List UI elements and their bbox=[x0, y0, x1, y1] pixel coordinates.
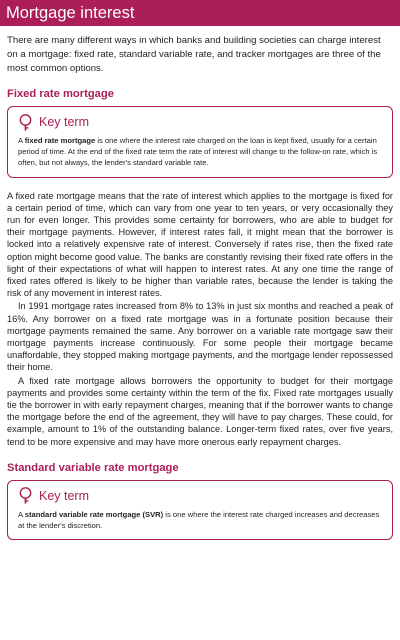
section-heading-svr: Standard variable rate mortgage bbox=[7, 461, 179, 474]
key-term-label: Key term bbox=[39, 488, 90, 503]
body-paragraph: A fixed rate mortgage allows borrowers the opportunity to budget for their mortgage payments and provides some certainty within the term of the fix. Fixed rate mortgages usually tie the borrower in with early repayment charges, meaning that if the borrower wants to change the mortgage before the end of the agreement, they will have to pay charges. These could, for example, amount to 1% of the outstanding balance. Longer-term fixed rates, over five years, tend to be more expensive and may have more onerous early repayment charges. bbox=[7, 375, 393, 447]
key-term-header bbox=[18, 487, 382, 505]
key-term-definition bbox=[18, 509, 382, 531]
body-paragraph: A fixed rate mortgage means that the rate of interest which applies to the mortgage is fixed for a certain period of time, which can vary from one year to ten years, or very occasionally they run for even longer. This provides some certainty for borrowers, who are able to budget for their mortgage payments. However, if interest rates fall, it might mean that the borrower is locked into a relatively expensive rate of interest. Conversely if rates rise, then the fixed rate option might become good value. The banks are constantly revising their fixed rate offers in the light of their expectations of what will happen to interest rates. At any one time the range of fixed rates offered is likely to be higher than variable rates, because the lender is taking the risk of any movement in interest rates. bbox=[7, 190, 393, 299]
key-term-word: standard variable rate mortgage (SVR) bbox=[24, 509, 164, 519]
body-text-fixed-rate bbox=[7, 190, 393, 448]
definition-text: is one where the interest rate charged on the loan is kept fixed, usually for a certain period of time. At the end of the fixed rate term the rate of interest will change to the follow-on rate, which is often, but not always, the lender's standard variable rate. bbox=[18, 136, 378, 168]
definition-text: is one where the interest rate charged increases and decreases at the lender's discretion. bbox=[18, 509, 380, 531]
intro-paragraph: There are many different ways in which banks and building societies can charge interest on a mortgage: fixed rate, standard variable rate, and tracker mortgages are three of the most common options. bbox=[7, 35, 381, 74]
key-term-header bbox=[18, 113, 382, 131]
key-term-box-fixed-rate bbox=[7, 106, 393, 178]
key-term-definition bbox=[18, 135, 382, 169]
key-term-box-svr bbox=[7, 480, 393, 540]
key-term-icon bbox=[18, 114, 33, 131]
key-term-icon bbox=[18, 487, 33, 504]
page-title: Mortgage interest bbox=[0, 0, 400, 26]
definition-text: A bbox=[18, 509, 25, 519]
section-heading-fixed-rate: Fixed rate mortgage bbox=[7, 88, 114, 100]
key-term-word: fixed rate mortgage bbox=[24, 136, 96, 145]
definition-text: A bbox=[18, 136, 25, 145]
body-paragraph: In 1991 mortgage rates increased from 8% to 13% in just six months and reached a peak of 16%. Any borrower on a fixed rate mortgage was in a fortunate position because their mortgage payments remained the same. Any borrower on a variable rate mortgage saw their mortgage payments increase continuously. For some people their mortgage became unaffordable, they stopped making mortgage payments, and the mortgage lender repossessed their home. bbox=[7, 301, 393, 373]
key-term-label: Key term bbox=[39, 115, 90, 129]
